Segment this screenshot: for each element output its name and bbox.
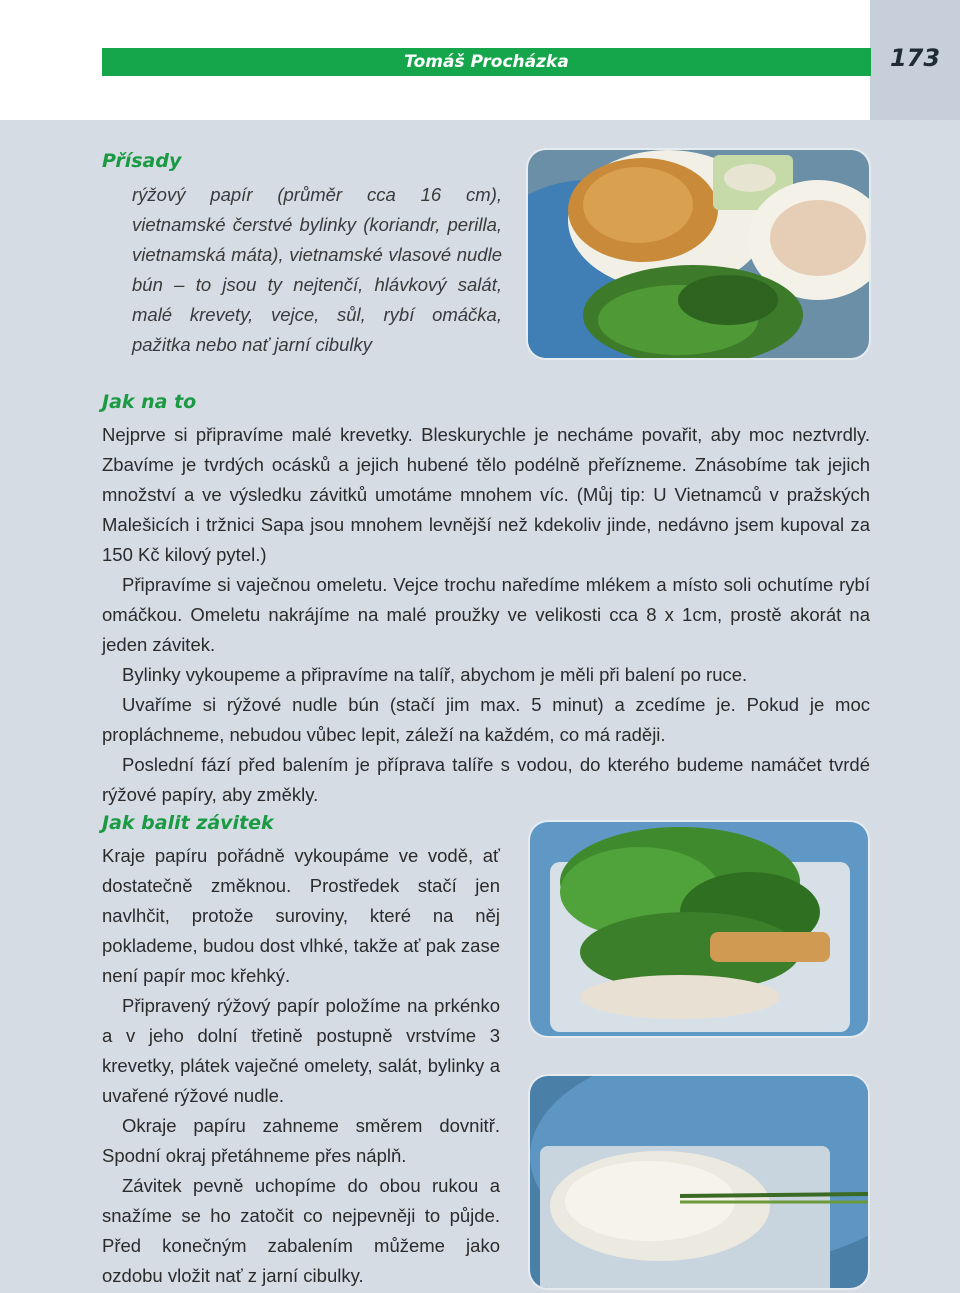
- howto-paragraph: Nejprve si připravíme malé krevetky. Bleskurychle je necháme povařit, aby moc neztvrdly. Zbavíme je tvrdých ocásků a jejich hubené tělo podélně přeřízneme. Znásobíme tak jejich množství a ve výsledku závitků umotáme mnohem víc. (Můj tip: U Vietnamců v pražských Malešicích i tržnici Sapa jsou mnohem levnější než kdekoliv jinde, nedávno jsem kupoval za 150 Kč kilový pytel.): [102, 424, 870, 565]
- howto-paragraph: Připravíme si vaječnou omeletu. Vejce trochu naředíme mlékem a místo soli ochutíme rybí omáčkou. Omeletu nakrájíme na malé proužky ve velikosti cca 8 x 1cm, prostě akorát na jeden závitek.: [102, 574, 870, 655]
- page-number: 173: [889, 44, 941, 72]
- ingredients-heading: Přísady: [102, 150, 182, 172]
- author-bar: Tomáš Procházka: [102, 48, 871, 76]
- wrap-paragraph: Připravený rýžový papír položíme na prkénko a v jeho dolní třetině postupně vrstvíme 3 krevetky, plátek vaječné omelety, salát, bylinky a uvařené rýžové nudle.: [102, 995, 500, 1106]
- ingredients-photo: [528, 150, 869, 358]
- wrap-paragraph: Okraje papíru zahneme směrem dovnitř. Spodní okraj přetáhneme přes náplň.: [102, 1115, 500, 1166]
- howto-text: [102, 420, 870, 810]
- ingredients-text: rýžový papír (průměr cca 16 cm), vietnamské čerstvé bylinky (koriandr, perilla, vietnamská máta), vietnamské vlasové nudle bún – to jsou ty nejtenčí, hlávkový salát, malé krevety, vejce, sůl, rybí omáčka, pažitka nebo nať jarní cibulky: [132, 184, 502, 355]
- howto-paragraph: Poslední fází před balením je příprava talíře s vodou, do kterého budeme namáčet tvrdé rýžové papíry, aby změkly.: [102, 754, 870, 805]
- wrap-text: [102, 841, 500, 1291]
- herbs-photo: [530, 822, 868, 1036]
- wrap-heading: Jak balit závitek: [102, 812, 274, 834]
- wrap-paragraph: Kraje papíru pořádně vykoupáme ve vodě, ať dostatečně změknou. Prostředek stačí jen navlhčit, protože suroviny, které na něj poklademe, budou dost vlhké, takže ať pak zase není papír moc křehký.: [102, 845, 500, 986]
- noodles-photo: [530, 1076, 868, 1288]
- howto-paragraph: Bylinky vykoupeme a připravíme na talíř, abychom je měli při balení po ruce.: [122, 664, 748, 685]
- howto-paragraph: Uvaříme si rýžové nudle bún (stačí jim max. 5 minut) a zcedíme je. Pokud je moc propláchneme, nebudou vůbec lepit, záleží na každém, co má raději.: [102, 694, 870, 745]
- wrap-paragraph: Závitek pevně uchopíme do obou rukou a snažíme se ho zatočit co nejpevněji to půjde. Před konečným zabalením můžeme jako ozdobu vložit nať z jarní cibulky.: [102, 1175, 500, 1286]
- howto-heading: Jak na to: [102, 391, 197, 413]
